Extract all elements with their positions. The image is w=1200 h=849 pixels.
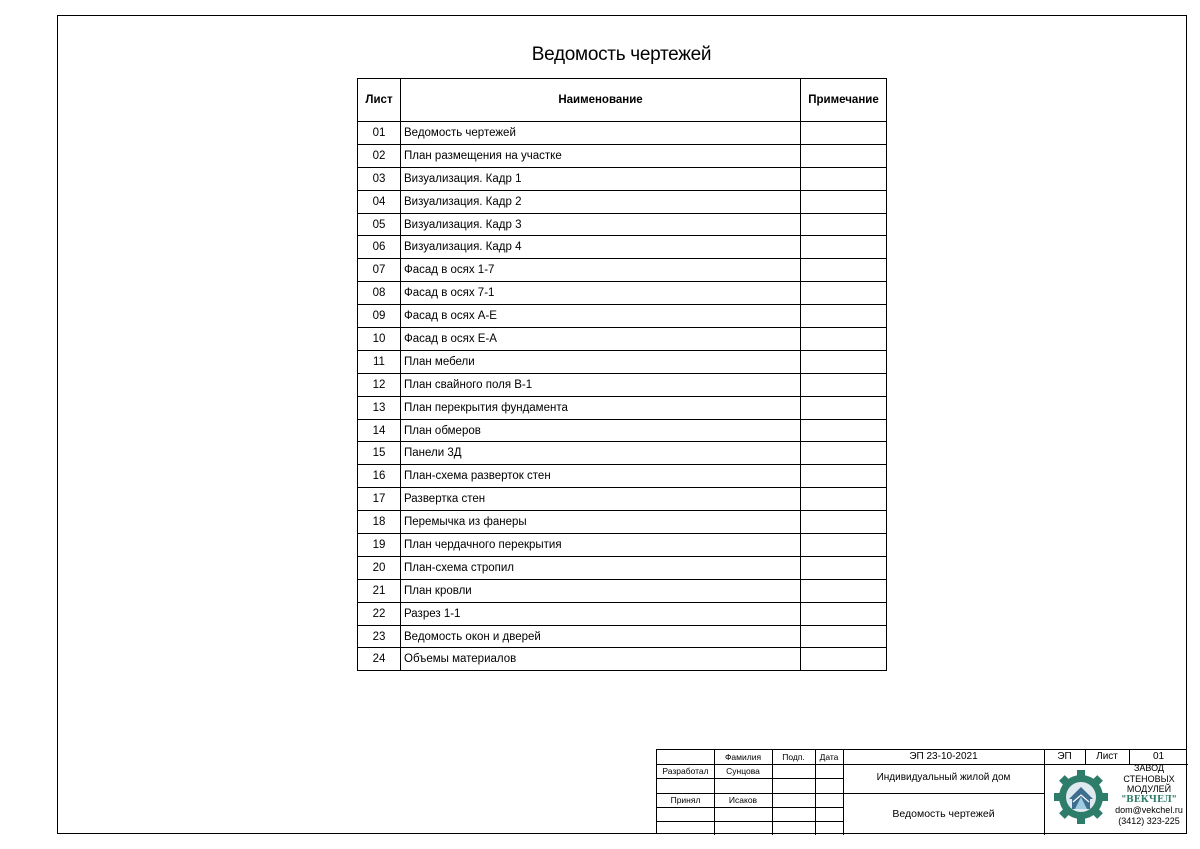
table-row bbox=[358, 534, 887, 557]
table-row bbox=[358, 465, 887, 488]
table-row bbox=[358, 213, 887, 236]
table-row bbox=[358, 602, 887, 625]
page-title: Ведомость чертежей bbox=[531, 44, 712, 65]
table-row bbox=[358, 419, 887, 442]
sheet-name-cell: План обмеров bbox=[401, 419, 801, 442]
sheet-number-cell: 21 bbox=[358, 579, 401, 602]
sheet-number-cell: 08 bbox=[358, 282, 401, 305]
table-row bbox=[358, 625, 887, 648]
table-row bbox=[358, 488, 887, 511]
sheet-note-cell bbox=[801, 144, 887, 167]
sheet-note-cell bbox=[801, 213, 887, 236]
sheet-name-cell: План-схема разверток стен bbox=[401, 465, 801, 488]
sheet-note-cell bbox=[801, 625, 887, 648]
sheet-number-cell: 11 bbox=[358, 350, 401, 373]
sheet-note-cell bbox=[801, 122, 887, 145]
sheet-name-cell: Перемычка из фанеры bbox=[401, 511, 801, 534]
table-row bbox=[358, 190, 887, 213]
project-name: Индивидуальный жилой дом bbox=[876, 772, 1011, 783]
sheet-note-cell bbox=[801, 534, 887, 557]
sheet-name-cell: Разрез 1-1 bbox=[401, 602, 801, 625]
sheet-note-cell bbox=[801, 259, 887, 282]
sheet-note-cell bbox=[801, 556, 887, 579]
accepted-label: Принял bbox=[670, 795, 701, 805]
sheet-number-cell: 06 bbox=[358, 236, 401, 259]
sheet-name-cell: План-схема стропил bbox=[401, 556, 801, 579]
sheet-name-cell: Визуализация. Кадр 4 bbox=[401, 236, 801, 259]
table-row bbox=[358, 282, 887, 305]
sheet-note-cell bbox=[801, 328, 887, 351]
sheet-number-cell: 05 bbox=[358, 213, 401, 236]
developed-label: Разработал bbox=[662, 766, 709, 776]
column-header-note: Примечание bbox=[801, 79, 887, 122]
sheet-number-cell: 16 bbox=[358, 465, 401, 488]
sheet-name-cell: План размещения на участке bbox=[401, 144, 801, 167]
sheet-number-cell: 18 bbox=[358, 511, 401, 534]
table-row bbox=[358, 305, 887, 328]
sheet-note-cell bbox=[801, 167, 887, 190]
sheet-name-cell: Визуализация. Кадр 3 bbox=[401, 213, 801, 236]
company-line-2: СТЕНОВЫХ bbox=[1123, 773, 1175, 784]
sheet-number-cell: 03 bbox=[358, 167, 401, 190]
sheet-name-cell: План перекрытия фундамента bbox=[401, 396, 801, 419]
company-info bbox=[1112, 763, 1186, 826]
title-block bbox=[656, 749, 1187, 834]
sheet-note-cell bbox=[801, 350, 887, 373]
sheet-number-cell: 24 bbox=[358, 648, 401, 671]
sheet-name-cell: Фасад в осях Е-А bbox=[401, 328, 801, 351]
sheet-number-cell: 22 bbox=[358, 602, 401, 625]
sheet-number-cell: 01 bbox=[358, 122, 401, 145]
drawings-list-table bbox=[357, 78, 887, 671]
table-row bbox=[358, 350, 887, 373]
sheet-number-cell: 09 bbox=[358, 305, 401, 328]
sheet-number-cell: 14 bbox=[358, 419, 401, 442]
table-row bbox=[358, 259, 887, 282]
sheet-name-cell: Ведомость окон и дверей bbox=[401, 625, 801, 648]
table-row bbox=[358, 328, 887, 351]
table-row bbox=[358, 373, 887, 396]
column-surname-label: Фамилия bbox=[724, 752, 762, 762]
sheet-note-cell bbox=[801, 465, 887, 488]
sheet-note-cell bbox=[801, 282, 887, 305]
company-line-3: МОДУЛЕЙ bbox=[1126, 784, 1172, 794]
table-header-row bbox=[358, 79, 887, 122]
sheet-note-cell bbox=[801, 442, 887, 465]
sheet-number: 01 bbox=[1152, 751, 1165, 762]
drawing-name: Ведомость чертежей bbox=[892, 808, 995, 820]
developed-name: Сунцова bbox=[726, 766, 760, 776]
sheet-note-cell bbox=[801, 305, 887, 328]
column-header-name: Наименование bbox=[401, 79, 801, 122]
sheet-note-cell bbox=[801, 488, 887, 511]
sheet-note-cell bbox=[801, 373, 887, 396]
table-row bbox=[358, 556, 887, 579]
sheet-number-cell: 23 bbox=[358, 625, 401, 648]
sheet-name-cell: Визуализация. Кадр 2 bbox=[401, 190, 801, 213]
company-brand: "ВЕКЧЕЛ" bbox=[1121, 794, 1177, 805]
table-row bbox=[358, 442, 887, 465]
sheet-name-cell: Визуализация. Кадр 1 bbox=[401, 167, 801, 190]
sheet-note-cell bbox=[801, 511, 887, 534]
sheet-name-cell: Объемы материалов bbox=[401, 648, 801, 671]
sheet-name-cell: Фасад в осях 7-1 bbox=[401, 282, 801, 305]
sheet-number-cell: 10 bbox=[358, 328, 401, 351]
document-code: ЭП 23-10-2021 bbox=[909, 751, 978, 762]
gear-house-logo-icon bbox=[1053, 769, 1109, 825]
company-email: dom@vekchel.ru bbox=[1115, 805, 1183, 815]
sheet-label: Лист bbox=[1096, 751, 1118, 762]
sheet-number-cell: 17 bbox=[358, 488, 401, 511]
sheet-name-cell: Развертка стен bbox=[401, 488, 801, 511]
sheet-number-cell: 19 bbox=[358, 534, 401, 557]
stage-code: ЭП bbox=[1057, 751, 1072, 762]
table-row bbox=[358, 167, 887, 190]
sheet-name-cell: План мебели bbox=[401, 350, 801, 373]
sheet-name-cell: Фасад в осях А-Е bbox=[401, 305, 801, 328]
sheet-note-cell bbox=[801, 190, 887, 213]
table-row bbox=[358, 144, 887, 167]
table-row bbox=[358, 579, 887, 602]
sheet-note-cell bbox=[801, 236, 887, 259]
sheet-note-cell bbox=[801, 396, 887, 419]
sheet-number-cell: 13 bbox=[358, 396, 401, 419]
table-row bbox=[358, 396, 887, 419]
sheet-number-cell: 15 bbox=[358, 442, 401, 465]
column-date-label: Дата bbox=[819, 752, 839, 762]
sheet-note-cell bbox=[801, 648, 887, 671]
table-row bbox=[358, 236, 887, 259]
sheet-name-cell: План кровли bbox=[401, 579, 801, 602]
sheet-note-cell bbox=[801, 602, 887, 625]
company-phone: (3412) 323-225 bbox=[1118, 815, 1180, 826]
column-header-sheet: Лист bbox=[358, 79, 401, 122]
sheet-number-cell: 04 bbox=[358, 190, 401, 213]
sheet-name-cell: План свайного поля В-1 bbox=[401, 373, 801, 396]
table-row bbox=[358, 511, 887, 534]
sheet-number-cell: 02 bbox=[358, 144, 401, 167]
column-sign-label: Подп. bbox=[782, 752, 805, 762]
sheet-note-cell bbox=[801, 579, 887, 602]
sheet-number-cell: 07 bbox=[358, 259, 401, 282]
sheet-note-cell bbox=[801, 419, 887, 442]
sheet-number-cell: 20 bbox=[358, 556, 401, 579]
accepted-name: Исаков bbox=[728, 795, 758, 805]
table-row bbox=[358, 122, 887, 145]
table-row bbox=[358, 648, 887, 671]
sheet-name-cell: Ведомость чертежей bbox=[401, 122, 801, 145]
company-line-1: ЗАВОД bbox=[1133, 763, 1165, 773]
sheet-number-cell: 12 bbox=[358, 373, 401, 396]
sheet-name-cell: Фасад в осях 1-7 bbox=[401, 259, 801, 282]
sheet-name-cell: Панели 3Д bbox=[401, 442, 801, 465]
sheet-name-cell: План чердачного перекрытия bbox=[401, 534, 801, 557]
